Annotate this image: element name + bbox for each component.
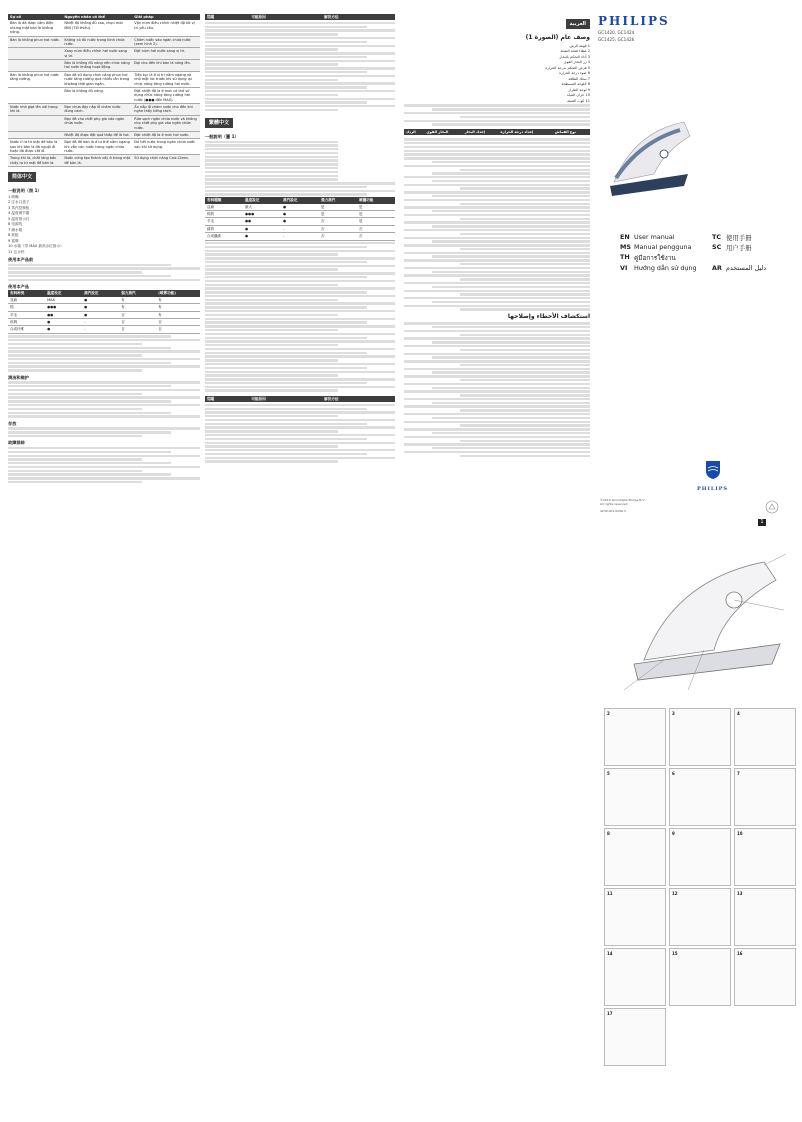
- cell: 否: [319, 233, 357, 240]
- th: 解決方法: [322, 14, 395, 20]
- lang-name: دليل المستخدم: [726, 264, 767, 272]
- column-1: [8, 14, 200, 485]
- cell: 否: [119, 326, 156, 333]
- cell: 棉質: [205, 211, 243, 218]
- th: 强力蒸汽: [119, 290, 156, 296]
- overview-title-tc: 一般說明（圖 1）: [205, 133, 239, 139]
- cell: 亚麻: [8, 297, 45, 304]
- figure-8: [604, 828, 666, 886]
- th: 可能原因: [249, 396, 322, 402]
- lang-name: Hướng dẫn sử dụng: [634, 264, 697, 272]
- cell: Nhiệt độ không đủ cao, chọn mức MIN (Tối thiểu).: [62, 20, 132, 36]
- cell: 合成纤维: [8, 326, 45, 333]
- cell: [8, 60, 62, 72]
- iron-diagram: [604, 540, 788, 695]
- figure-2: [604, 708, 666, 766]
- overview-item: 1 喷嘴: [8, 194, 19, 199]
- cell: 是: [319, 211, 357, 218]
- figure-label: 11: [607, 891, 613, 896]
- fabric-table-sc: [8, 290, 200, 333]
- cell: Bàn là đã được cắm điện nhưng mặt bàn là không nóng.: [8, 20, 62, 36]
- ar-item: 5 قرص التحكم بدرجة الحرارة: [545, 65, 590, 70]
- cell: Đặt nhiệt độ là ở mức có thể sử dụng chức năng tăng cường hơi nước (●●● đến MAX).: [132, 87, 200, 103]
- overview-item: 2 注水口盖子: [8, 200, 30, 205]
- cell: ●●: [243, 218, 281, 225]
- figure-label: 9: [672, 831, 675, 836]
- ar-item: 9 لوحة الطراز: [568, 87, 590, 92]
- table-row: [205, 225, 395, 232]
- figure-label: 14: [607, 951, 613, 956]
- table-row: [8, 71, 200, 87]
- figure-label: 12: [672, 891, 678, 896]
- cell: 亞麻: [205, 204, 243, 211]
- table-row: [8, 297, 200, 304]
- ar-item: 1 فوهة الرش: [569, 43, 590, 48]
- cell: Nước cứng tạo thành vảy ở trong mặt đế bàn là.: [62, 155, 132, 167]
- cell: 否: [357, 225, 395, 232]
- cell: 是: [357, 218, 395, 225]
- table-row: [8, 311, 200, 318]
- th: 強力蒸汽: [319, 197, 357, 203]
- lang-code: TC: [712, 233, 722, 241]
- th: 可能原因: [249, 14, 322, 20]
- overview-item: 6 电源线: [8, 222, 23, 227]
- cell: Tiếp tục là ở vị trí nằm ngang và chờ một lúc trước khi sử dụng lại chức năng tăng cường hơi nước.: [132, 71, 200, 87]
- figure-label: 7: [737, 771, 740, 776]
- figure-label: 4: [737, 711, 740, 716]
- figure-3: [669, 708, 731, 766]
- figure-9: [669, 828, 731, 886]
- cell: Bàn là không đủ nóng.: [62, 87, 132, 103]
- th: نوع القماش: [553, 129, 590, 135]
- cell: MAX: [45, 297, 82, 304]
- cell: 羊毛: [8, 311, 45, 318]
- table-row: [8, 131, 200, 138]
- figure-6: [669, 768, 731, 826]
- fabric-table-tc: [205, 197, 395, 240]
- cell: 有: [119, 304, 156, 311]
- cell: -: [82, 319, 119, 326]
- section-header-sc: 简体中文: [8, 172, 36, 182]
- philips-logo-small: PHILIPS: [697, 486, 729, 492]
- th: 噴灑功能: [357, 197, 395, 203]
- store-title: 存放: [8, 420, 17, 426]
- lang-name: User manual: [634, 233, 675, 241]
- th: 布料種類: [205, 197, 243, 203]
- cell: 有: [156, 304, 200, 311]
- lang-name: Manual pengguna: [634, 243, 692, 251]
- cell: 否: [357, 233, 395, 240]
- figure-14: [604, 948, 666, 1006]
- cell: 是: [319, 204, 357, 211]
- cell: -: [281, 225, 319, 232]
- model-line: GC1420, GC1424: [598, 30, 635, 35]
- cell: 有: [156, 297, 200, 304]
- cell: ●: [82, 297, 119, 304]
- fabric-table-ar: [404, 129, 590, 135]
- figure-7: [734, 768, 796, 826]
- table-row: [8, 36, 200, 48]
- cell: Châm nước vào ngăn chứa nước (xem hình 2).: [132, 36, 200, 48]
- th: (喷雾功能): [156, 290, 200, 296]
- cell: 羊毛: [205, 218, 243, 225]
- column-3: [404, 14, 590, 458]
- figure-label: 8: [607, 831, 610, 836]
- th: 蒸汽設定: [281, 197, 319, 203]
- cell: [8, 48, 62, 60]
- cell: 絲質: [205, 225, 243, 232]
- figure-label: 10: [737, 831, 743, 836]
- brand-block: [598, 14, 794, 42]
- figure-4: [734, 708, 796, 766]
- figure-12: [669, 888, 731, 946]
- th: إعداد درجة الحرارة: [498, 129, 552, 135]
- cell: Rửa sạch ngăn chứa nước và không cho chất phụ gia vào ngăn chứa nước.: [132, 115, 200, 131]
- cell: Nhiệt độ được đặt quá thấp để là hơi.: [62, 131, 132, 138]
- cell: -: [82, 326, 119, 333]
- model-line: GC1425, GC1426: [598, 37, 635, 42]
- table-row: [8, 87, 200, 103]
- lang-code: VI: [620, 264, 628, 272]
- cell: 棉: [8, 304, 45, 311]
- section-header-tc: 繁體中文: [205, 118, 233, 128]
- philips-shield-icon: [705, 460, 721, 480]
- th: الرذاذ: [404, 129, 424, 135]
- figure-11: [604, 888, 666, 946]
- cell: 最大: [243, 204, 281, 211]
- ar-item: 2 غطاء فتحة التعبئة: [560, 49, 590, 54]
- table-row: [205, 233, 395, 240]
- clean-title: 清洁和维护: [8, 374, 29, 380]
- overview-item: 3 蒸汽控制钮: [8, 205, 30, 210]
- philips-logo: PHILIPS: [598, 14, 670, 28]
- ar-item: 6 ضوء درجة الحرارة: [559, 71, 590, 76]
- ar-trouble-title: استكشاف الأخطاء وإصلاحها: [507, 312, 590, 320]
- overview-title: 一般说明（图 1）: [8, 188, 42, 194]
- lang-code: TH: [620, 253, 630, 261]
- table-row: [8, 48, 200, 60]
- cell: ●: [281, 211, 319, 218]
- th: 温度设定: [45, 290, 82, 296]
- cell: ●●●: [243, 211, 281, 218]
- table-row: [8, 20, 200, 36]
- cell: Bạn chưa đậy nắp lỗ châm nước đúng cách.: [62, 104, 132, 116]
- cell: 丝绸: [8, 319, 45, 326]
- cell: Trong khi là, chất lỏng bẩn chảy ra từ mặt đế bàn là.: [8, 155, 62, 167]
- cell: Nước rỉ ra từ mặt đế bàn là sau khi bàn là đã nguội đi hoặc đã được cất đi.: [8, 139, 62, 155]
- cell: Xoay núm điều chỉnh hơi nước sang vị trí.: [62, 48, 132, 60]
- figure-17: [604, 1008, 666, 1066]
- lang-code: EN: [620, 233, 630, 241]
- overview-item: 9 铭牌: [8, 238, 19, 243]
- copyright-line: ©2019 Koninklijke Philips N.V.: [600, 498, 645, 502]
- cell: 是: [357, 211, 395, 218]
- cell: ●: [281, 218, 319, 225]
- figure-label: 16: [737, 951, 743, 956]
- table-row: [8, 326, 200, 333]
- figure-16: [734, 948, 796, 1006]
- cell: Bạn đã sử dụng chức năng phun hơi nước tăng cường quá nhiều lần trong khoảng thời gian ngắn.: [62, 71, 132, 87]
- section-header-ar: العربية: [566, 19, 590, 29]
- troubleshooting-table-sc: [205, 14, 395, 20]
- cell: ●●●: [45, 304, 82, 311]
- overview-item: 7 储水箱: [8, 227, 23, 232]
- cell: Đặt núm hơi nước sang vị trí.: [132, 48, 200, 60]
- figure-label: 6: [672, 771, 675, 776]
- th: البخار القوي: [424, 129, 462, 135]
- th-cause: Nguyên nhân có thể: [62, 14, 132, 20]
- lang-code: AR: [712, 264, 722, 272]
- th: 布料种类: [8, 290, 45, 296]
- figure-5: [604, 768, 666, 826]
- cell: 有: [156, 311, 200, 318]
- overview-item: 11 注水杯: [8, 249, 25, 254]
- trouble-title: 故障排除: [8, 440, 25, 446]
- ar-overview-title: وصف عام (الصورة 1): [525, 34, 590, 42]
- cell: Bạn đã cho chất phụ gia vào ngăn chứa nước.: [62, 115, 132, 131]
- figure-13: [734, 888, 796, 946]
- ar-item: 10 خزان المياه: [567, 93, 590, 98]
- th: 問題: [205, 396, 249, 402]
- cell: [8, 131, 62, 138]
- lang-code: SC: [712, 243, 722, 251]
- figure-15: [669, 948, 731, 1006]
- th: 問題: [205, 14, 249, 20]
- cell: Bàn là không đủ nóng nên chức năng hơi nước không hoạt động.: [62, 60, 132, 72]
- cell: Nước nhỏ giọt lên vải trong khi là.: [8, 104, 62, 116]
- lang-name: คู่มือการใช้งาน: [634, 254, 676, 262]
- table-row: [8, 155, 200, 167]
- troubleshooting-table-tc: [205, 396, 395, 402]
- ar-item: 11 كوب التعبئة: [567, 98, 590, 103]
- overview-item: 4 温度调节器: [8, 211, 30, 216]
- doc-code: 4239.001.0298.3: [600, 509, 626, 513]
- cell: 否: [156, 326, 200, 333]
- recycle-icon: [765, 500, 779, 514]
- table-row: [205, 218, 395, 225]
- cell: Ấn nắp lỗ châm nước cho đến khi nghe thấy tiếng tách.: [132, 104, 200, 116]
- rights-line: All rights reserved.: [600, 502, 629, 506]
- cell: ●: [281, 204, 319, 211]
- ar-item: 8 اللوحة المسطحة: [561, 82, 590, 87]
- th-problem: Sự cố: [8, 14, 62, 20]
- cell: [8, 115, 62, 131]
- cell: 合成纖維: [205, 233, 243, 240]
- cell: Đợi cho đến khi bàn là nóng lên.: [132, 60, 200, 72]
- th: 解決方法: [322, 396, 395, 402]
- overview-item: 10 水箱（带 MAX 最高水位指示）: [8, 244, 64, 249]
- cell: Bạn đã để bàn là ở tư thế nằm ngang khi vẫn còn nước trong ngăn chứa nước.: [62, 139, 132, 155]
- table-row: [8, 104, 200, 116]
- cell: ●●: [45, 311, 82, 318]
- cell: ●: [82, 311, 119, 318]
- table-row: [8, 139, 200, 155]
- th: إعداد البخار: [463, 129, 499, 135]
- figure-label: 3: [672, 711, 675, 716]
- cell: 否: [119, 311, 156, 318]
- figure-label: 15: [672, 951, 678, 956]
- overview-item: 8 底板: [8, 233, 19, 238]
- cell: Đặt nhiệt độ là ở mức hơi nước.: [132, 131, 200, 138]
- cell: -: [281, 233, 319, 240]
- figure-label: 13: [737, 891, 743, 896]
- table-row: [205, 204, 395, 211]
- copyright: [600, 498, 700, 513]
- ar-item: 3 أداة التحكم بالبخار: [559, 54, 590, 59]
- cell: 否: [119, 319, 156, 326]
- lang-name: 用户手册: [726, 244, 752, 252]
- column-2: [205, 14, 395, 464]
- figure-label: 5: [607, 771, 610, 776]
- table-row: [8, 304, 200, 311]
- table-row: [8, 60, 200, 72]
- cell: Bàn là không phun hơi nước tăng cường.: [8, 71, 62, 87]
- table-row: [8, 319, 200, 326]
- cell: 有: [119, 297, 156, 304]
- lang-name: 使用手冊: [726, 234, 752, 242]
- th: 蒸汽设定: [82, 290, 119, 296]
- cell: ●: [243, 233, 281, 240]
- cell: ●: [45, 319, 82, 326]
- figure-10: [734, 828, 796, 886]
- cell: 否: [156, 319, 200, 326]
- figure-number-badge: 1: [758, 519, 766, 526]
- before-use-title: 使用本产品前: [8, 257, 34, 263]
- figure-label: 2: [607, 711, 610, 716]
- cell: ●: [243, 225, 281, 232]
- iron-hero-image: [604, 112, 696, 212]
- ar-item: 4 زر البخار القوي: [563, 60, 590, 65]
- table-row: [205, 211, 395, 218]
- cell: ●: [45, 326, 82, 333]
- use-title: 使用本产品: [8, 284, 29, 290]
- cell: ●: [82, 304, 119, 311]
- th: 溫度設定: [243, 197, 281, 203]
- cell: Vặn núm điều chỉnh nhiệt độ tới vị trí yêu cầu.: [132, 20, 200, 36]
- ar-item: 7 سلك الطاقة: [568, 76, 590, 81]
- table-row: [8, 115, 200, 131]
- figure-label: 17: [607, 1011, 613, 1016]
- cell: 否: [319, 225, 357, 232]
- troubleshooting-table-vi: [8, 14, 200, 167]
- language-list: [620, 232, 790, 273]
- overview-item: 5 温度指示灯: [8, 216, 30, 221]
- cell: Bàn là không phun hơi nước.: [8, 36, 62, 48]
- cell: Sử dụng chức năng Calc-Clean.: [132, 155, 200, 167]
- cell: Đổ hết nước trong ngăn chứa nước sau khi sử dụng.: [132, 139, 200, 155]
- lang-code: MS: [620, 243, 631, 251]
- cell: [8, 87, 62, 103]
- th-solution: Giải pháp: [132, 14, 200, 20]
- cell: 是: [357, 204, 395, 211]
- cell: 否: [319, 218, 357, 225]
- cell: Không có đủ nước trong bình chứa nước.: [62, 36, 132, 48]
